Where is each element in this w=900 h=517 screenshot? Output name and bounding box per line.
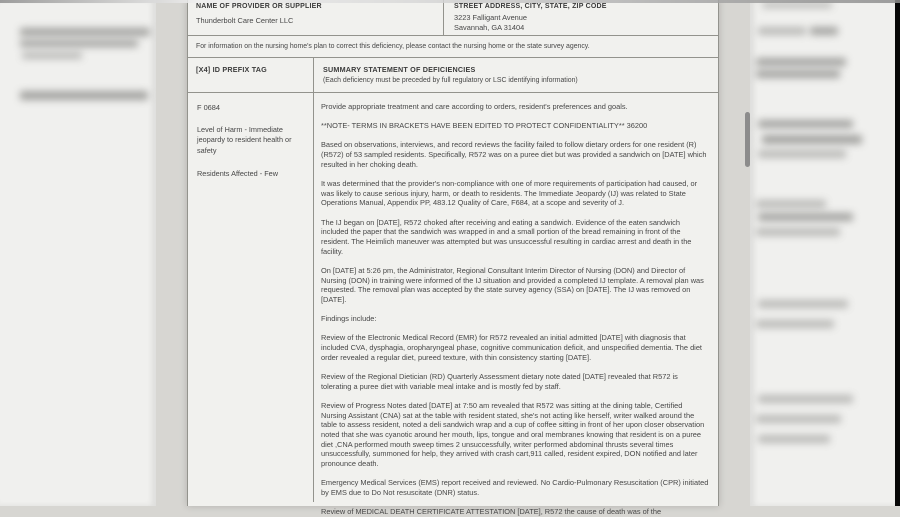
- blurred-text-smudge: [758, 213, 853, 221]
- address-line1: 3223 Falligant Avenue: [454, 13, 528, 22]
- deficiency-paragraph: Review of the Regional Dietician (RD) Quarterly Assessment dietary note dated [DATE] revealed that R572 is tolerating a puree diet with variable meal intake and is mostly fed by staff.: [321, 372, 678, 391]
- deficiency-paragraph: Based on observations, interviews, and record reviews the facility failed to follow dietary orders for one resident (R) (R572) of 53 sampled residents. Specifically, R572 was on a puree diet but was provided a sandwich on [DATE] which resulted in her choking death.: [321, 140, 707, 169]
- tag-column-header: [X4] ID PREFIX TAG: [196, 65, 267, 74]
- blurred-text-smudge: [20, 40, 138, 47]
- deficiency-paragraph: **NOTE- TERMS IN BRACKETS HAVE BEEN EDITED TO PROTECT CONFIDENTIALITY** 36200: [321, 121, 648, 131]
- address-cell: [444, 0, 718, 35]
- blurred-text-smudge: [758, 395, 853, 403]
- provider-cell: [188, 0, 444, 35]
- provider-label: NAME OF PROVIDER OR SUPPLIER: [196, 3, 322, 10]
- deficiency-tag: F 0684: [197, 103, 221, 112]
- blurred-text-smudge: [758, 27, 806, 35]
- left-gutter: [156, 0, 187, 506]
- blurred-text-smudge: [762, 135, 862, 144]
- scrollbar-thumb[interactable]: [745, 112, 750, 167]
- blurred-text-smudge: [758, 435, 830, 443]
- blurred-document-right: [750, 0, 895, 506]
- deficiency-paragraph: It was determined that the provider's non-compliance with one of more requirements of participation had caused, or was likely to cause serious injury, harm, or death to residents. The Immediate Jeopardy (IJ) was related to State Operations Manual, Appendix PP, 483.12 Quality of Care, F684, at a scope and severity of J.: [321, 179, 698, 208]
- blurred-text-smudge: [756, 200, 826, 208]
- deficiency-paragraph: The IJ began on [DATE], R572 choked after receiving and eating a sandwich. Evidence of the eaten sandwich included the paper that the sandwich was wrapped in and a small portion of the bread remaining in front of the resident. The Heimlich maneuver was attempted but was unsuccessful resulting in cardiac arrest and death in the facility.: [321, 217, 692, 256]
- deficiency-report-page: [187, 0, 719, 517]
- provider-address-row: [188, 0, 718, 36]
- deficiency-paragraph-clipped: Review of MEDICAL DEATH CERTIFICATE ATTESTATION [DATE], R572 the cause of death was of the: [321, 507, 662, 517]
- provider-value: Thunderbolt Care Center LLC: [196, 16, 294, 25]
- right-black-strip: [895, 0, 900, 506]
- blurred-text-smudge: [756, 228, 840, 236]
- deficiency-summary-cell: [314, 93, 718, 517]
- right-gutter: [719, 0, 750, 506]
- deficiency-tag-cell: [188, 93, 314, 502]
- blurred-text-smudge: [20, 91, 148, 100]
- notice-row: [188, 36, 718, 58]
- blurred-document-left: [0, 0, 156, 506]
- top-gradient-bar: [0, 0, 900, 3]
- summary-column-subheader: (Each deficiency must be preceded by full regulatory or LSC identifying information): [323, 77, 578, 84]
- deficiency-paragraph: Provide appropriate treatment and care according to orders, resident's preferences and goals.: [321, 102, 628, 111]
- deficiency-paragraph: Review of Progress Notes dated [DATE] at 7:50 am revealed that R572 was sitting at the dining table, Certified Nursing Assistant (CNA) sat at the table with resident stated, she's not acting like herself, writer walked around the table to assess resident, noted a deli sandwich wrap and a cup of coffee sitting in front of her upon closer observation noted that she was cyanotic around her mouth, lips, tongue and oral membranes knowing that resident is on a puree diet ,CNA performed mouth sweep times 2 unsuccessfully, writer performed abdominal thrusts several times unsuccessfully, summoned for help, they arrived with crash cart,911 called, resident expired, DON notified and later pronounce death.: [321, 400, 705, 469]
- tag-column-header-cell: [188, 58, 314, 92]
- notice-text: For information on the nursing home's plan to correct this deficiency, please contact the nursing home or the state survey agency.: [196, 43, 590, 50]
- blurred-text-smudge: [758, 120, 853, 128]
- column-header-row: [188, 58, 718, 93]
- address-label: STREET ADDRESS, CITY, STATE, ZIP CODE: [454, 3, 607, 10]
- blurred-text-smudge: [756, 415, 841, 423]
- blurred-text-smudge: [756, 320, 834, 328]
- summary-column-header: SUMMARY STATEMENT OF DEFICIENCIES: [323, 65, 476, 74]
- blurred-text-smudge: [756, 70, 840, 78]
- blurred-text-smudge: [22, 52, 82, 59]
- address-line2: Savannah, GA 31404: [454, 22, 525, 32]
- blurred-text-smudge: [20, 28, 150, 36]
- summary-column-header-cell: [314, 58, 718, 92]
- blurred-text-smudge: [810, 27, 838, 35]
- deficiency-paragraph: Findings include:: [321, 314, 377, 324]
- blurred-text-smudge: [758, 300, 848, 308]
- level-of-harm-text: Level of Harm - Immediate jeopardy to resident health or safety: [197, 125, 292, 155]
- deficiency-paragraph: Emergency Medical Services (EMS) report received and reviewed. No Cardio-Pulmonary Resuscitation (CPR) initiated by EMS due to Do Not resuscitate (DNR) status.: [321, 478, 709, 498]
- blurred-text-smudge: [758, 150, 846, 158]
- residents-affected-text: Residents Affected - Few: [197, 169, 278, 179]
- blurred-text-smudge: [756, 58, 846, 66]
- deficiency-body-row: [188, 93, 718, 517]
- deficiency-paragraph: Review of the Electronic Medical Record (EMR) for R572 revealed an initial admitted [DATE] with diagnosis that included CVA, dysphagia, oropharyngeal phase, cognitive communication deficit, and unspecified dementia. The diet order revealed a regular diet, pureed texture, with thin consistency starting [DATE].: [321, 333, 702, 362]
- deficiency-paragraph: On [DATE] at 5:26 pm, the Administrator, Regional Consultant Interim Director of Nursing (DON) and Director of Nursing (DON) in training were informed of the IJ situation and provided a completed IJ template. A removal plan was requested. The removal plan was accepted by the state survey agency (SSA) on [DATE]. The IJ was removed on [DATE].: [321, 265, 704, 305]
